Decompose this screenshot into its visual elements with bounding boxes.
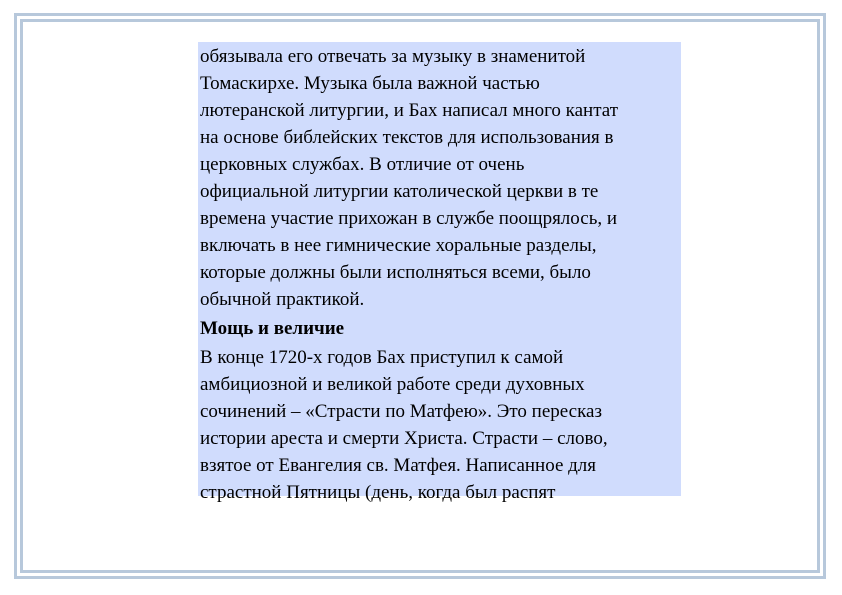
paragraph-2 <box>200 344 679 506</box>
text-line: церковных службах. В отличие от очень <box>200 154 525 175</box>
section-heading: Мощь и величие <box>200 318 345 339</box>
text-line: обязывала его отвечать за музыку в знаменитой <box>200 46 586 67</box>
text-line: включать в нее гимнические хоральные разделы, <box>200 235 597 256</box>
text-line: лютеранской литургии, и Бах написал много кантат <box>200 100 618 121</box>
text-line: взятое от Евангелия св. Матфея. Написанное для <box>200 455 597 476</box>
text-line: которые должны были исполняться всеми, было <box>200 262 591 283</box>
paragraph-1 <box>200 43 679 313</box>
text-line: страстной Пятницы (день, когда был распят <box>200 482 556 503</box>
text-line: официальной литургии католической церкви в те <box>200 181 599 202</box>
text-line: В конце 1720-х годов Бах приступил к самой <box>200 347 564 368</box>
text-line: обычной практикой. <box>200 289 365 310</box>
text-line: амбициозной и великой работе среди духовных <box>200 374 585 395</box>
text-line: истории ареста и смерти Христа. Страсти – слово, <box>200 428 608 449</box>
text-line: Томаскирхе. Музыка была важной частью <box>200 73 540 94</box>
text-line: времена участие прихожан в службе поощрялось, и <box>200 208 618 229</box>
text-line: на основе библейских текстов для использования в <box>200 127 614 148</box>
slide-text-block <box>198 42 681 503</box>
text-line: сочинений – «Страсти по Матфею». Это пересказ <box>200 401 602 422</box>
